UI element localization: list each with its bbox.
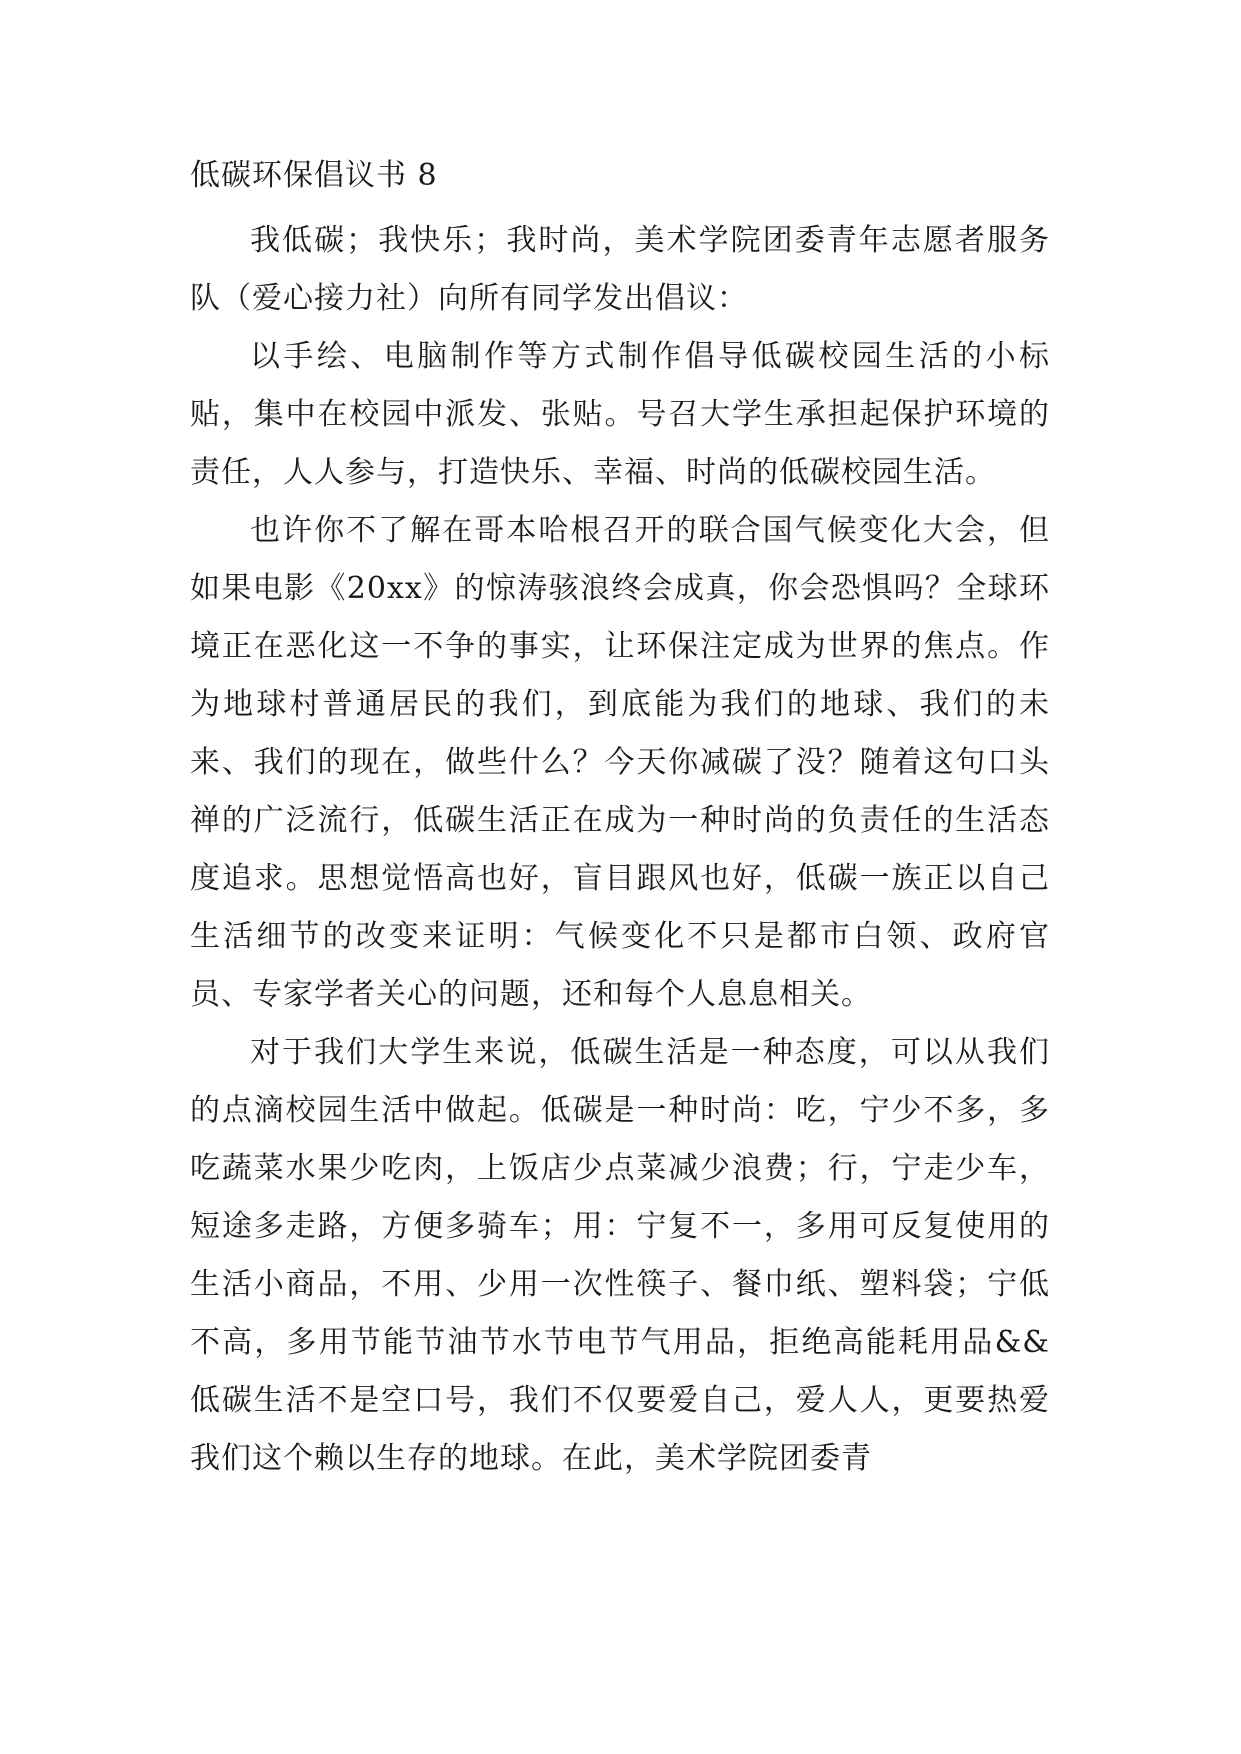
document-title: 低碳环保倡议书 8 — [190, 158, 438, 193]
paragraph-3: 也许你不了解在哥本哈根召开的联合国气候变化大会，但如果电影《20xx》的惊涛骇浪终会成真，你会恐惧吗？全球环境正在恶化这一不争的事实，让环保注定成为世界的焦点。作为地球村普通居民的我们，到底能为我们的地球、我们的未来、我们的现在，做些什么？今天你减碳了没？随着这句口头禅的广泛流行，低碳生活正在成为一种时尚的负责任的生活态度追求。思想觉悟高也好，盲目跟风也好，低碳一族正以自己生活细节的改变来证明：气候变化不只是都市白领、政府官员、专家学者关心的问题，还和每个人息息相关。 — [190, 513, 1050, 1012]
paragraph-2: 以手绘、电脑制作等方式制作倡导低碳校园生活的小标贴，集中在校园中派发、张贴。号召大学生承担起保护环境的责任，人人参与，打造快乐、幸福、时尚的低碳校园生活。 — [190, 339, 1050, 490]
paragraph-4: 对于我们大学生来说，低碳生活是一种态度，可以从我们的点滴校园生活中做起。低碳是一种时尚：吃，宁少不多，多吃蔬菜水果少吃肉，上饭店少点菜减少浪费；行，宁走少车，短途多走路，方便多骑车；用：宁复不一，多用可反复使用的生活小商品，不用、少用一次性筷子、餐巾纸、塑料袋；宁低不高，多用节能节油节水节电节气用品，拒绝高能耗用品&&低碳生活不是空口号，我们不仅要爱自己，爱人人，更要热爱我们这个赖以生存的地球。在此，美术学院团委青 — [190, 1035, 1050, 1476]
document-page — [190, 150, 1050, 1488]
paragraph-1: 我低碳；我快乐；我时尚，美术学院团委青年志愿者服务队（爱心接力社）向所有同学发出倡议： — [190, 223, 1050, 316]
